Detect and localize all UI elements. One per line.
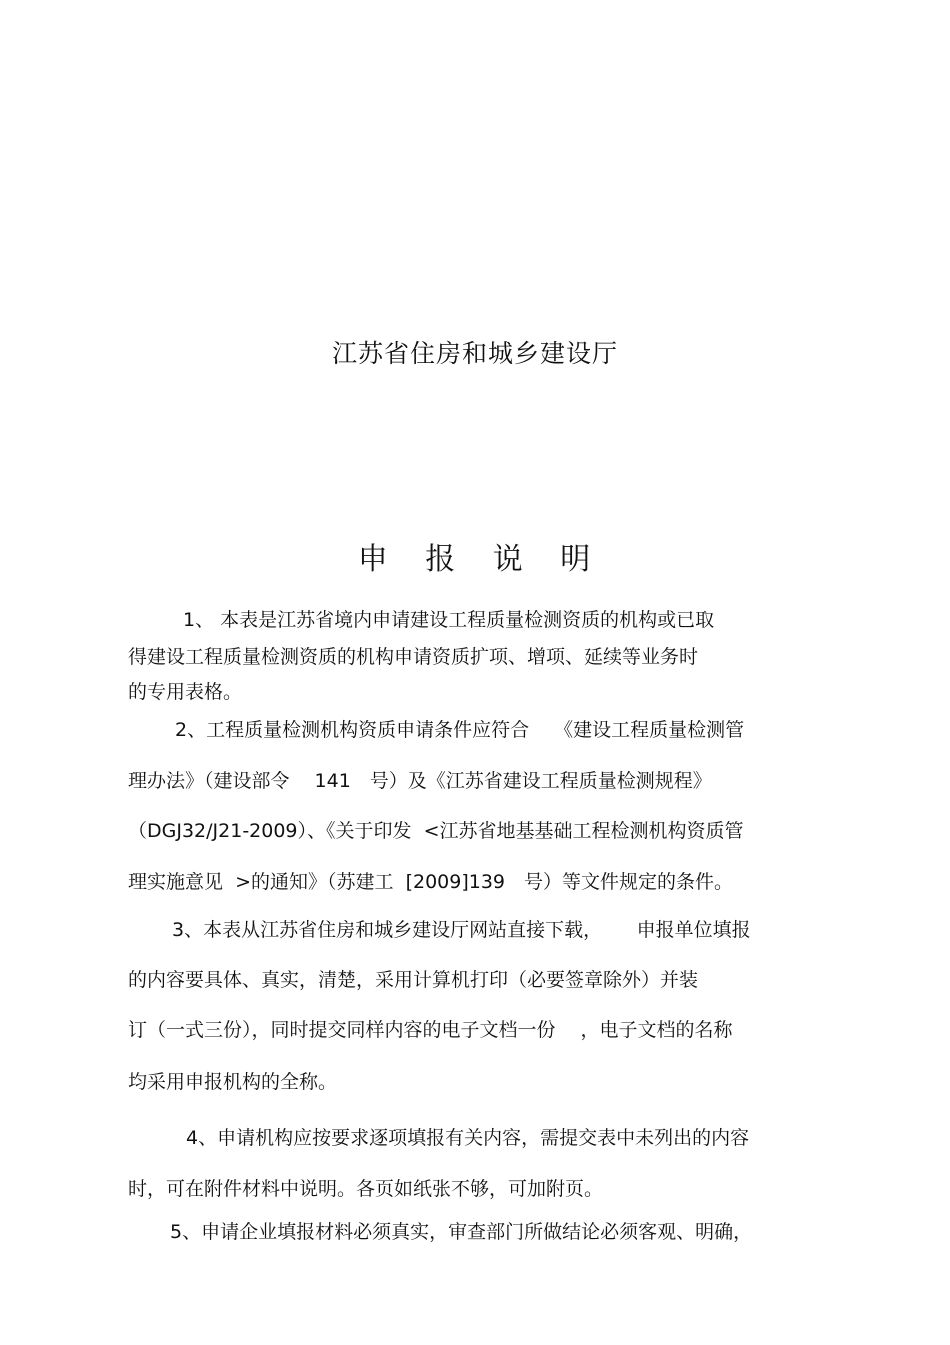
item-2-line-4: 理实施意见 >的通知》（苏建工 [2009]139 号）等文件规定的条件。 xyxy=(128,871,734,893)
section-heading: 申 报 说 明 xyxy=(357,542,605,577)
item-5-line-1: 5、申请企业填报材料必须真实，审查部门所做结论必须客观、明确， xyxy=(170,1221,753,1243)
item-3-line-2: 的内容要具体、真实，清楚，采用计算机打印（必要签章除外）并装 xyxy=(128,969,699,991)
item-1-line-3: 的专用表格。 xyxy=(128,681,243,703)
item-1-line-2: 得建设工程质量检测资质的机构申请资质扩项、增项、延续等业务时 xyxy=(128,646,699,668)
item-2-line-2: 理办法》（建设部令 141 号）及《江苏省建设工程质量检测规程》 xyxy=(128,770,712,792)
item-3-line-3: 订（一式三份），同时提交同样内容的电子文档一份 ，电子文档的名称 xyxy=(128,1019,733,1041)
item-1-line-1: 1、 本表是江苏省境内申请建设工程质量检测资质的机构或已取 xyxy=(183,609,715,631)
item-2-line-1: 2、工程质量检测机构资质申请条件应符合 《建设工程质量检测管 xyxy=(175,719,745,741)
item-4-line-1: 4、申请机构应按要求逐项填报有关内容，需提交表中未列出的内容 xyxy=(186,1127,750,1149)
item-3-line-1: 3、本表从江苏省住房和城乡建设厅网站直接下载， 申报单位填报 xyxy=(172,919,751,941)
item-3-line-4: 均采用申报机构的全称。 xyxy=(128,1071,338,1093)
item-2-line-3: （DGJ32/J21-2009）、《关于印发 <江苏省地基基础工程检测机构资质管 xyxy=(128,820,744,842)
item-4-line-2: 时，可在附件材料中说明。各页如纸张不够，可加附页。 xyxy=(128,1178,604,1200)
issuer-title: 江苏省住房和城乡建设厅 xyxy=(331,339,618,368)
